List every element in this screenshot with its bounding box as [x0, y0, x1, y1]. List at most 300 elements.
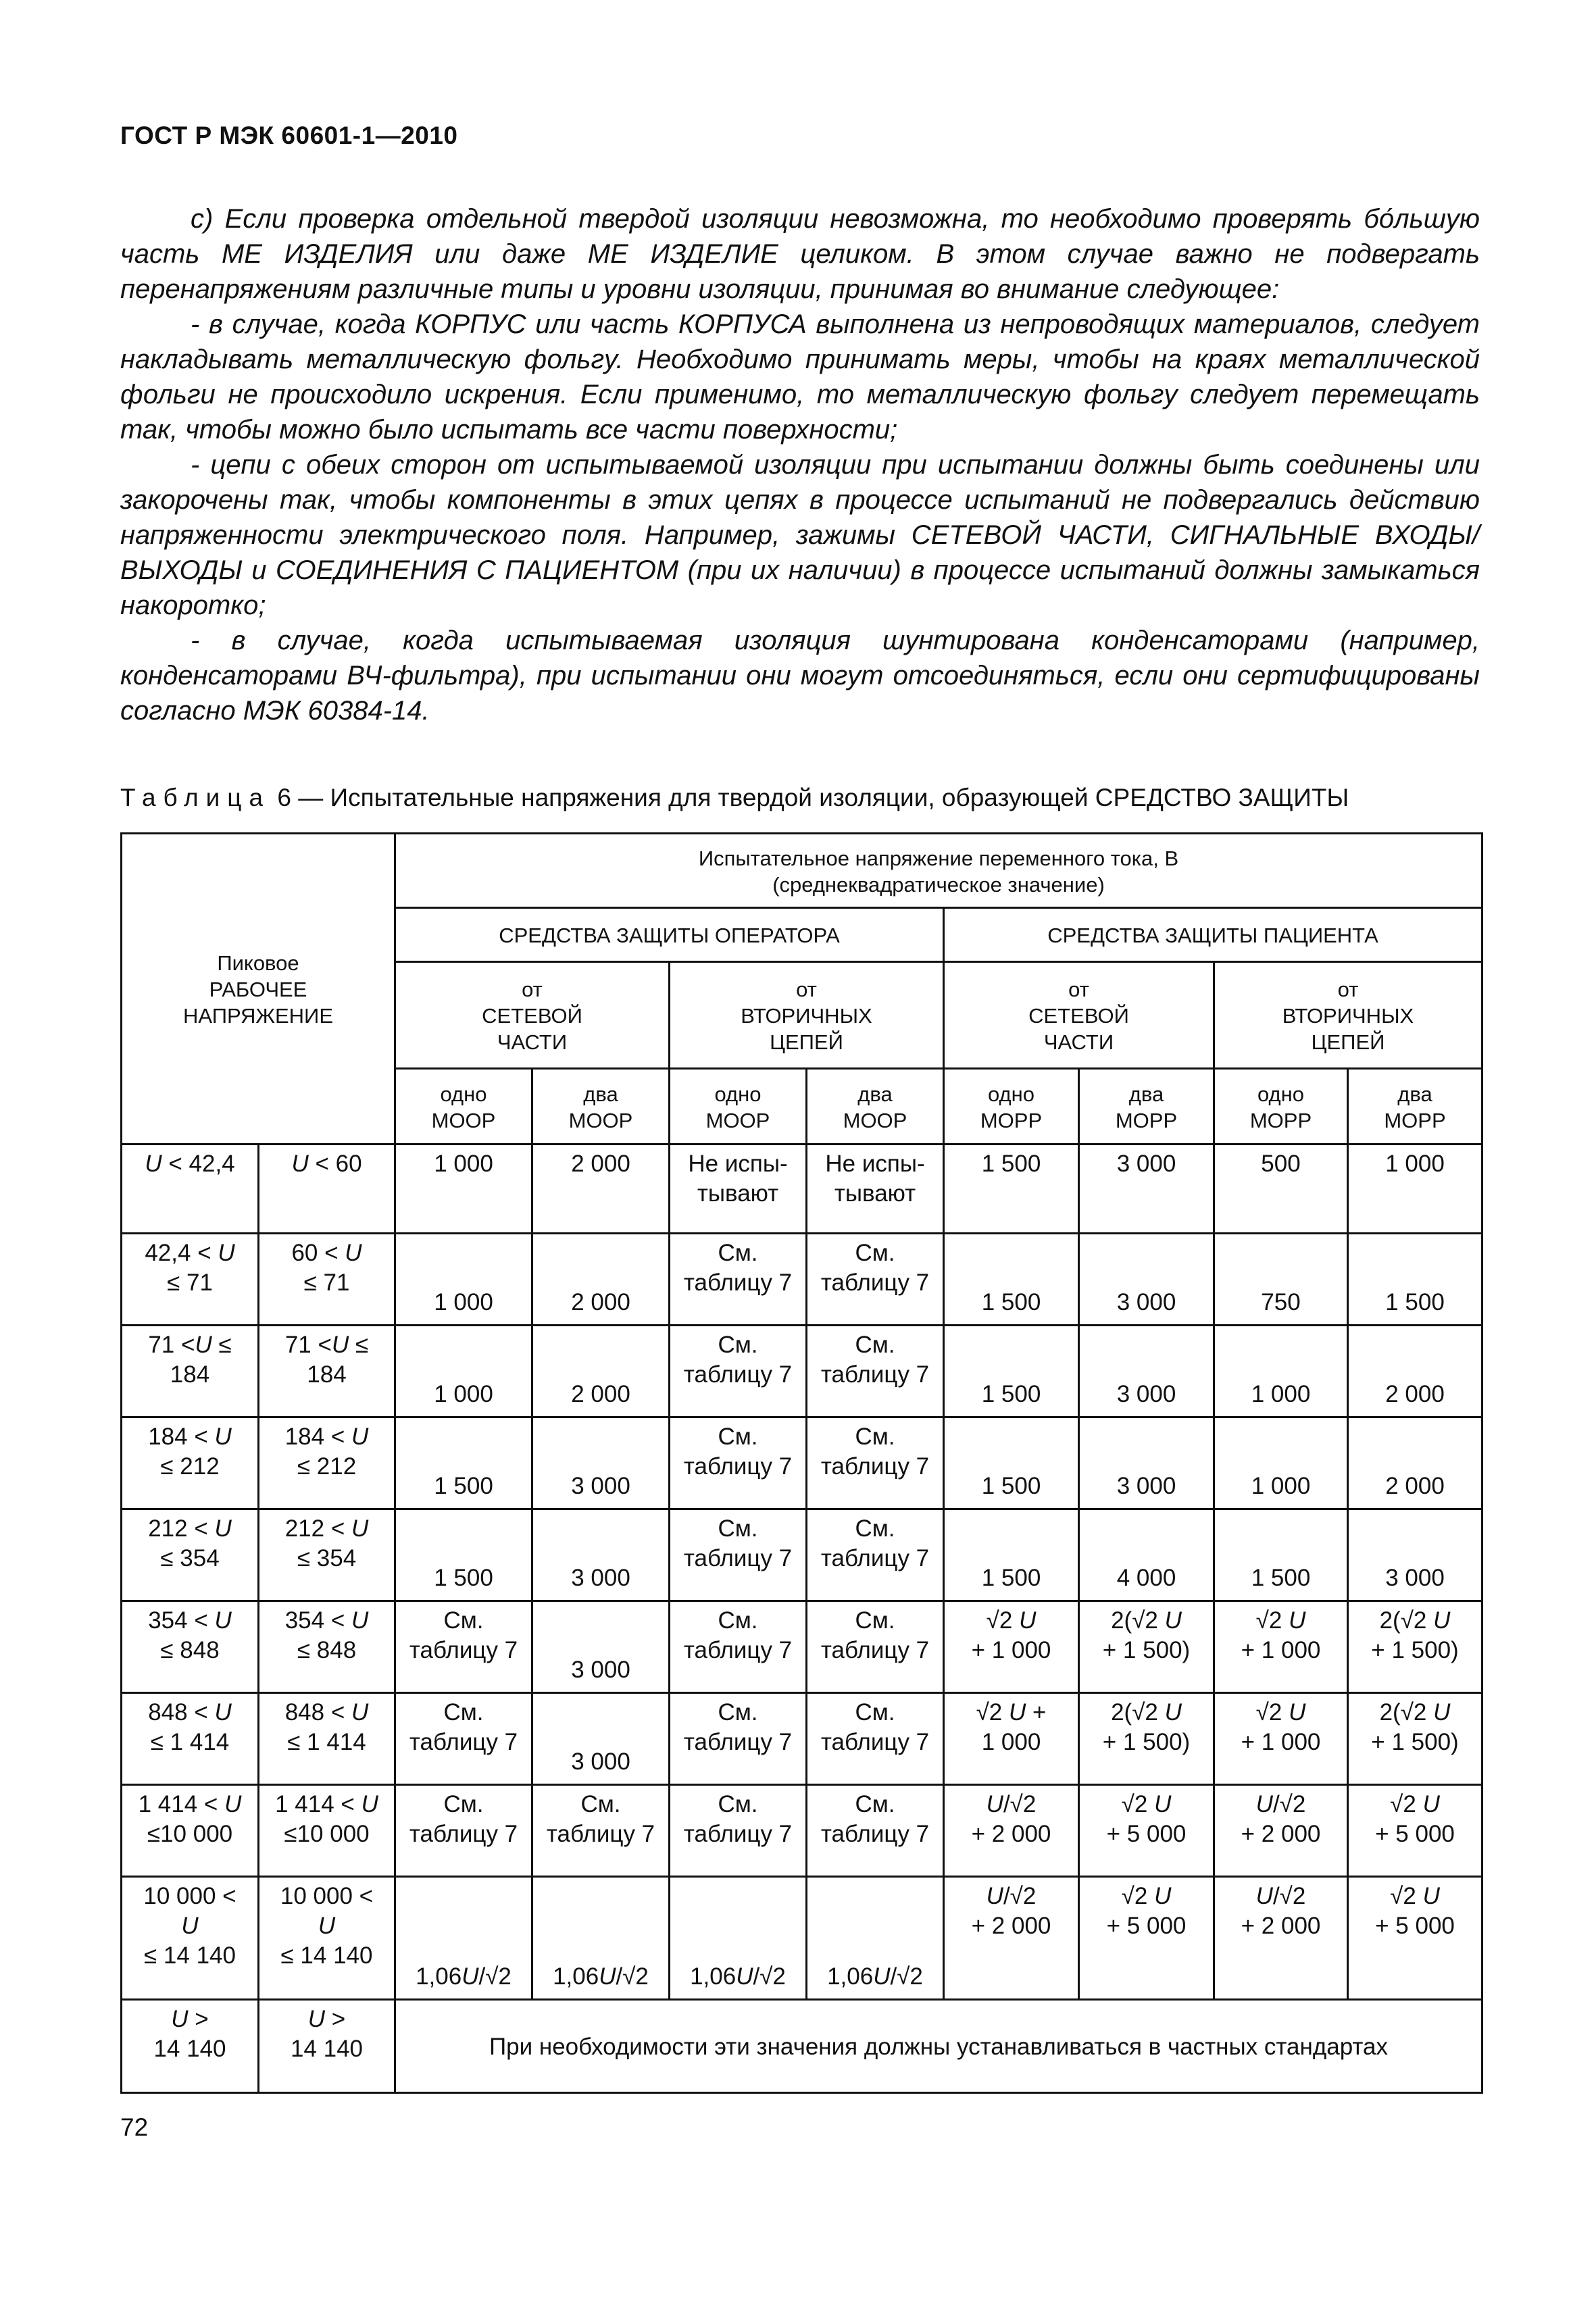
test-voltage-value-line: таблицу 7 [683, 1453, 793, 1480]
test-voltage-value [944, 1785, 1079, 1877]
test-voltage-value-line: тывают [697, 1180, 779, 1207]
test-voltage-value-line: См. [580, 1791, 621, 1817]
peak-voltage-b-line: 10 000 < [280, 1883, 374, 1909]
test-voltage-value [807, 1326, 944, 1417]
test-voltage-value [395, 1693, 532, 1785]
test-voltage-value-line: + 1 000 [1241, 1729, 1321, 1755]
test-voltage-value-line: 1 500 [981, 1151, 1041, 1177]
test-voltage-value [1079, 1693, 1214, 1785]
peak-voltage-b-line: 848 < U [284, 1699, 369, 1726]
test-voltage-value-line: См. [855, 1515, 895, 1542]
test-voltage-value-line: См. [718, 1240, 758, 1266]
test-voltage-value-line: √2 U [1121, 1883, 1172, 1909]
test-voltage-value-line: таблицу 7 [683, 1269, 793, 1296]
peak-voltage-header-line: НАПРЯЖЕНИЕ [182, 1004, 334, 1028]
peak-voltage-a-line: 354 < U [148, 1607, 232, 1634]
test-voltage-value-line: 3 000 [571, 1473, 630, 1499]
peak-voltage-b [259, 1785, 395, 1877]
test-voltage-value-line: таблицу 7 [683, 1545, 793, 1571]
means-count-header [1079, 1069, 1214, 1145]
test-voltage-value [944, 1601, 1079, 1693]
test-voltage-value-line: 1 500 [1385, 1289, 1445, 1315]
test-voltage-value [1214, 1877, 1348, 2000]
test-voltage-value-line: Не испы- [825, 1151, 925, 1177]
peak-voltage-header [122, 834, 395, 1145]
peak-voltage-b [259, 1509, 395, 1601]
peak-voltage-a-line: 71 <U ≤ [148, 1332, 232, 1358]
peak-voltage-b [259, 1234, 395, 1326]
test-voltage-value [807, 1417, 944, 1509]
test-voltage-value-line: таблицу 7 [409, 1729, 518, 1755]
source-header-line: от [522, 978, 543, 1001]
peak-voltage-a-line: 10 000 < [143, 1883, 236, 1909]
test-voltage-value [670, 1326, 807, 1417]
paragraph-c: с) Если проверка отдельной твердой изоляции невозможна, то необходимо проверять бо́льшую часть МЕ ИЗДЕЛИЯ или даже МЕ ИЗДЕЛИЕ целиком. В этом случае важно не подвергать перенапряжениям различные типы и уровни изоляции, принимая во внимание следующее: [120, 204, 1480, 304]
source-header-line: СЕТЕВОЙ [482, 1004, 582, 1028]
test-voltage-value-line: 2(√2 U [1379, 1607, 1451, 1634]
test-voltage-value-line: + 1 500) [1102, 1637, 1191, 1663]
test-voltage-value-line: 1 500 [1251, 1565, 1311, 1591]
test-voltage-value [1079, 1509, 1214, 1601]
peak-voltage-a-line: 212 < U [148, 1515, 232, 1542]
test-voltage-value [1079, 1234, 1214, 1326]
test-voltage-value-line: 2 000 [571, 1151, 630, 1177]
test-voltage-value-line: U/√2 [1255, 1791, 1306, 1817]
source-header-line: от [1337, 978, 1359, 1001]
test-voltage-value [395, 1326, 532, 1417]
test-voltage-value [944, 1145, 1079, 1234]
test-voltage-value [807, 1145, 944, 1234]
test-voltage-value [944, 1877, 1079, 2000]
body-text [120, 201, 1480, 728]
test-voltage-value-line: U/√2 [986, 1883, 1037, 1909]
peak-voltage-a [122, 1417, 259, 1509]
test-voltage-value-line: 1,06U/√2 [827, 1963, 923, 1990]
test-voltage-header [395, 834, 1482, 908]
test-voltage-value-line: 1 500 [434, 1473, 493, 1499]
peak-voltage-b [259, 1326, 395, 1417]
test-voltage-value [1079, 1145, 1214, 1234]
peak-voltage-b [259, 1145, 395, 1234]
test-voltage-value [532, 1509, 670, 1601]
test-voltage-value [1079, 1417, 1214, 1509]
source-header-line: от [796, 978, 817, 1001]
peak-voltage-a [122, 1145, 259, 1234]
peak-voltage-a-line: 184 < U [148, 1424, 232, 1450]
test-voltage-value-line: 2(√2 U [1379, 1699, 1451, 1726]
peak-voltage-b-line: 184 < U [284, 1424, 369, 1450]
test-voltage-value-line: См. [718, 1607, 758, 1634]
peak-voltage-a-line: U [181, 1913, 199, 1939]
test-voltage-value [1214, 1785, 1348, 1877]
test-voltage-value-line: См. [855, 1607, 895, 1634]
means-count-header-line: два [1397, 1082, 1432, 1106]
test-voltage-value-line: 1 500 [981, 1381, 1041, 1407]
patient-means-header [944, 908, 1482, 962]
peak-voltage-b-line: 354 < U [284, 1607, 369, 1634]
test-voltage-value-line: таблицу 7 [409, 1821, 518, 1847]
test-voltage-value-line: таблицу 7 [683, 1729, 793, 1755]
test-voltage-value-line: 1 500 [981, 1289, 1041, 1315]
test-voltage-value-line: таблицу 7 [820, 1821, 930, 1847]
test-voltage-value-line: таблицу 7 [409, 1637, 518, 1663]
test-voltage-value-line: таблицу 7 [683, 1361, 793, 1388]
test-voltage-value-line: См. [855, 1424, 895, 1450]
test-voltage-value-line: См. [718, 1515, 758, 1542]
test-voltage-value-line: 4 000 [1116, 1565, 1176, 1591]
test-voltage-value-line: таблицу 7 [820, 1637, 930, 1663]
test-voltage-value-line: 500 [1261, 1151, 1301, 1177]
peak-voltage-a [122, 1877, 259, 2000]
test-voltage-value-line: См. [718, 1791, 758, 1817]
means-count-header-line: MOPP [1115, 1108, 1178, 1132]
test-voltage-value-line: √2 U [1390, 1883, 1440, 1909]
test-voltage-value [1348, 1877, 1482, 2000]
test-voltage-value [532, 1417, 670, 1509]
test-voltage-value-line: 3 000 [1116, 1381, 1176, 1407]
source-header [395, 962, 670, 1069]
peak-voltage-a [122, 1326, 259, 1417]
test-voltage-value [1214, 1601, 1348, 1693]
peak-voltage-a-line: 1 414 < U [138, 1791, 242, 1817]
source-header [944, 962, 1214, 1069]
test-voltage-value [1214, 1234, 1348, 1326]
table-caption-text: 6 — Испытательные напряжения для твердой изоляции, образующей СРЕДСТВО ЗАЩИТЫ [277, 784, 1349, 811]
peak-voltage-b-line: ≤ 14 140 [280, 1942, 373, 1969]
means-count-header [1348, 1069, 1482, 1145]
peak-voltage-a-line: 14 140 [153, 2036, 226, 2062]
test-voltage-value [1348, 1509, 1482, 1601]
means-count-header [532, 1069, 670, 1145]
test-voltage-value [670, 1509, 807, 1601]
test-voltage-value [1214, 1326, 1348, 1417]
test-voltage-value-line: √2 U [1390, 1791, 1440, 1817]
test-voltage-value-line: 1 000 [434, 1381, 493, 1407]
paragraph-circuits: - цепи с обеих сторон от испытываемой изоляции при испытании должны быть соединены или закорочены так, чтобы компоненты в этих цепях в процессе испытаний не подвергались действию напряженности электрического поля. Например, зажимы СЕТЕВОЙ ЧАСТИ, СИГНАЛЬНЫЕ ВХОДЫ/ВЫХОДЫ и СОЕДИНЕНИЯ С ПАЦИЕНТОМ (при их наличии) в процессе испытаний должны замыкаться накоротко; [120, 450, 1480, 620]
test-voltage-value [670, 1785, 807, 1877]
test-voltage-value-line: 2 000 [1385, 1473, 1445, 1499]
means-count-header-line: одно [440, 1082, 487, 1106]
test-voltage-value-line: + 5 000 [1375, 1821, 1455, 1847]
peak-voltage-a-line: U > [171, 2006, 209, 2032]
test-voltage-value [395, 1509, 532, 1601]
test-voltage-value [807, 1509, 944, 1601]
peak-voltage-a-line: ≤ 14 140 [144, 1942, 236, 1969]
means-count-header-line: MOPP [980, 1108, 1043, 1132]
test-voltage-value-line: 1 000 [1385, 1151, 1445, 1177]
document-header: ГОСТ Р МЭК 60601-1—2010 [120, 122, 458, 149]
means-count-header-line: MOOP [843, 1108, 907, 1132]
test-voltage-value [670, 1417, 807, 1509]
test-voltage-value-line: U/√2 [986, 1791, 1037, 1817]
test-voltage-value [532, 1877, 670, 2000]
test-voltage-value-line: √2 U [1255, 1607, 1306, 1634]
test-voltage-value [395, 1785, 532, 1877]
peak-voltage-b [259, 1601, 395, 1693]
test-voltage-value-line: См. [443, 1791, 484, 1817]
means-count-header-line: MOOP [431, 1108, 496, 1132]
test-voltage-value [532, 1693, 670, 1785]
test-voltage-value [1079, 1601, 1214, 1693]
peak-voltage-b-line: ≤10 000 [284, 1821, 370, 1847]
means-count-header-line: два [1128, 1082, 1164, 1106]
peak-voltage-b [259, 1877, 395, 2000]
test-voltage-value-line: + 1 500) [1371, 1637, 1459, 1663]
peak-voltage-b-line: 1 414 < U [275, 1791, 378, 1817]
test-voltage-table [120, 832, 1483, 2094]
test-voltage-value-line: таблицу 7 [820, 1453, 930, 1480]
operator-means-header [395, 908, 944, 962]
test-voltage-value-line: См. [855, 1791, 895, 1817]
test-voltage-value [1214, 1693, 1348, 1785]
test-voltage-value [1348, 1601, 1482, 1693]
test-voltage-value-line: 2 000 [1385, 1381, 1445, 1407]
peak-voltage-a-line: ≤ 848 [160, 1637, 220, 1663]
peak-voltage-a-line: ≤ 1 414 [150, 1729, 230, 1755]
test-voltage-value [1214, 1145, 1348, 1234]
test-voltage-value-line: √2 U [1121, 1791, 1172, 1817]
test-voltage-value-line: 1 000 [981, 1729, 1041, 1755]
test-voltage-value-line: 750 [1261, 1289, 1301, 1315]
source-header-line: ЦЕПЕЙ [770, 1030, 843, 1054]
test-voltage-value-line: + 1 500) [1102, 1729, 1191, 1755]
means-count-header-line: два [857, 1082, 893, 1106]
test-voltage-value-line: См. [718, 1332, 758, 1358]
test-voltage-value [1348, 1145, 1482, 1234]
peak-voltage-a-line: 184 [170, 1361, 210, 1388]
test-voltage-value [807, 1234, 944, 1326]
test-voltage-value-line: таблицу 7 [546, 1821, 655, 1847]
test-voltage-value-line: √2 U [1255, 1699, 1306, 1726]
peak-voltage-a-line: ≤ 71 [167, 1269, 213, 1296]
test-voltage-value [1348, 1417, 1482, 1509]
peak-voltage-b-line: U [318, 1913, 336, 1939]
test-voltage-value [1079, 1877, 1214, 2000]
means-count-header [670, 1069, 807, 1145]
test-voltage-value-line: 1,06U/√2 [416, 1963, 512, 1990]
peak-voltage-b-line: U > [307, 2006, 346, 2032]
peak-voltage-header-line: Пиковое [217, 951, 299, 975]
test-voltage-value [944, 1509, 1079, 1601]
source-header-line: ЧАСТИ [497, 1030, 568, 1054]
test-voltage-value-line: + 1 500) [1371, 1729, 1459, 1755]
test-voltage-value-line: См. [855, 1332, 895, 1358]
test-voltage-value [807, 1877, 944, 2000]
peak-voltage-a [122, 1601, 259, 1693]
peak-voltage-b-line: ≤ 848 [297, 1637, 357, 1663]
test-voltage-value [807, 1693, 944, 1785]
paragraph-foil: - в случае, когда КОРПУС или часть КОРПУСА выполнена из непроводящих материалов, следует накладывать металлическую фольгу. Необходимо принимать меры, чтобы на краях металлической фольги не происходило искрения. Если применимо, то металлическую фольгу следует перемещать так, чтобы можно было испытать все части поверхности; [120, 309, 1480, 445]
test-voltage-value-line: 1,06U/√2 [690, 1963, 786, 1990]
test-voltage-value [395, 1234, 532, 1326]
test-voltage-value-line: 1 500 [981, 1473, 1041, 1499]
test-voltage-value-line: Не испы- [688, 1151, 788, 1177]
test-voltage-value [1348, 1693, 1482, 1785]
test-voltage-value-line: + 5 000 [1106, 1913, 1187, 1939]
means-count-header-line: MOOP [568, 1108, 633, 1132]
peak-voltage-a-line: ≤ 212 [160, 1453, 220, 1480]
source-header-line: ВТОРИЧНЫХ [1282, 1004, 1414, 1028]
test-voltage-value-line: 2 000 [571, 1381, 630, 1407]
source-header-line: СЕТЕВОЙ [1028, 1004, 1129, 1028]
peak-voltage-a-line: ≤10 000 [147, 1821, 233, 1847]
test-voltage-value [395, 1417, 532, 1509]
test-voltage-value-line: √2 U + [976, 1699, 1047, 1726]
peak-voltage-b-line: ≤ 1 414 [287, 1729, 366, 1755]
test-voltage-value-line: 3 000 [571, 1749, 630, 1775]
operator-means-header-line: СРЕДСТВА ЗАЩИТЫ ОПЕРАТОРА [499, 924, 840, 947]
peak-voltage-a [122, 1234, 259, 1326]
means-count-header [944, 1069, 1079, 1145]
peak-voltage-a [122, 1693, 259, 1785]
test-voltage-value-line: + 2 000 [971, 1913, 1051, 1939]
peak-voltage-b-line: 60 < U [291, 1240, 362, 1266]
private-standards-note [395, 2000, 1482, 2093]
peak-voltage-a [122, 1509, 259, 1601]
source-header [670, 962, 944, 1069]
test-voltage-value-line: + 5 000 [1375, 1913, 1455, 1939]
test-voltage-value [944, 1693, 1079, 1785]
test-voltage-value-line: См. [443, 1607, 484, 1634]
test-voltage-value-line: + 2 000 [1241, 1913, 1321, 1939]
test-voltage-value [532, 1601, 670, 1693]
peak-voltage-a-line: 42,4 < U [145, 1240, 235, 1266]
peak-voltage-a-line: ≤ 354 [160, 1545, 220, 1571]
test-voltage-value-line: 1 000 [434, 1289, 493, 1315]
test-voltage-value-line: 1 500 [434, 1565, 493, 1591]
test-voltage-value-line: См. [855, 1240, 895, 1266]
peak-voltage-a [122, 2000, 259, 2093]
test-voltage-value-line: 1,06U/√2 [553, 1963, 649, 1990]
peak-voltage-b [259, 2000, 395, 2093]
test-voltage-value-line: таблицу 7 [683, 1821, 793, 1847]
test-voltage-value-line: 1 000 [1251, 1381, 1311, 1407]
test-voltage-value-line: + 2 000 [971, 1821, 1051, 1847]
means-count-header-line: MOPP [1249, 1108, 1312, 1132]
peak-voltage-a-line: 848 < U [148, 1699, 232, 1726]
means-count-header [395, 1069, 532, 1145]
source-header-line: ЧАСТИ [1043, 1030, 1114, 1054]
test-voltage-value [395, 1145, 532, 1234]
test-voltage-value-line: 3 000 [571, 1565, 630, 1591]
means-count-header-line: одно [1257, 1082, 1304, 1106]
test-voltage-value [670, 1234, 807, 1326]
test-voltage-value [670, 1601, 807, 1693]
test-voltage-value [944, 1326, 1079, 1417]
private-standards-note-line: При необходимости эти значения должны устанавливаться в частных стандартах [489, 2033, 1389, 2060]
test-voltage-value-line: 1 000 [1251, 1473, 1311, 1499]
test-voltage-value [1079, 1785, 1214, 1877]
test-voltage-value [670, 1877, 807, 2000]
peak-voltage-b-line: 212 < U [284, 1515, 369, 1542]
test-voltage-value [944, 1417, 1079, 1509]
patient-means-header-line: СРЕДСТВА ЗАЩИТЫ ПАЦИЕНТА [1047, 924, 1378, 947]
test-voltage-header-line: Испытательное напряжение переменного тока, В [698, 846, 1179, 870]
means-count-header-line: два [583, 1082, 618, 1106]
test-voltage-value-line: + 5 000 [1106, 1821, 1187, 1847]
source-header-line: ЦЕПЕЙ [1311, 1030, 1385, 1054]
test-voltage-value-line: 1 500 [981, 1565, 1041, 1591]
means-count-header [1214, 1069, 1348, 1145]
peak-voltage-b-line: 71 <U ≤ [284, 1332, 369, 1358]
test-voltage-value-line: таблицу 7 [683, 1637, 793, 1663]
peak-voltage-header-line: РАБОЧЕЕ [209, 978, 307, 1001]
test-voltage-value [944, 1234, 1079, 1326]
test-voltage-value [670, 1145, 807, 1234]
page-number: 72 [120, 2113, 149, 2141]
test-voltage-value [532, 1234, 670, 1326]
peak-voltage-b-line: ≤ 354 [297, 1545, 357, 1571]
test-voltage-header-line: (среднеквадратическое значение) [772, 872, 1105, 897]
peak-voltage-b-line: U < 60 [291, 1151, 362, 1177]
peak-voltage-b [259, 1693, 395, 1785]
peak-voltage-b-line: ≤ 212 [297, 1453, 357, 1480]
peak-voltage-b [259, 1417, 395, 1509]
means-count-header-line: одно [987, 1082, 1034, 1106]
test-voltage-value [670, 1693, 807, 1785]
test-voltage-value [1214, 1417, 1348, 1509]
test-voltage-value [807, 1601, 944, 1693]
means-count-header [807, 1069, 944, 1145]
test-voltage-value-line: 1 000 [434, 1151, 493, 1177]
test-voltage-value-line: 3 000 [1385, 1565, 1445, 1591]
paragraph-capacitors: - в случае, когда испытываемая изоляция шунтирована конденсаторами (например, конденсаторами ВЧ-фильтра), при испытании они могут отсоединяться, если они сертифицированы согласно МЭК 60384-14. [120, 626, 1480, 726]
peak-voltage-a [122, 1785, 259, 1877]
means-count-header-line: одно [714, 1082, 762, 1106]
test-voltage-value-line: 3 000 [571, 1657, 630, 1683]
test-voltage-value-line: 3 000 [1116, 1473, 1176, 1499]
test-voltage-value-line: U/√2 [1255, 1883, 1306, 1909]
table-caption-word: Таблица [120, 784, 271, 811]
test-voltage-value [1348, 1234, 1482, 1326]
table-caption [120, 784, 1349, 812]
test-voltage-value [1348, 1326, 1482, 1417]
test-voltage-value [532, 1326, 670, 1417]
means-count-header-line: MOPP [1384, 1108, 1446, 1132]
test-voltage-value-line: таблицу 7 [820, 1361, 930, 1388]
test-voltage-value-line: + 1 000 [971, 1637, 1051, 1663]
source-header-line: ВТОРИЧНЫХ [741, 1004, 872, 1028]
test-voltage-value-line: 3 000 [1116, 1289, 1176, 1315]
test-voltage-value-line: таблицу 7 [820, 1545, 930, 1571]
test-voltage-value-line: См. [443, 1699, 484, 1726]
peak-voltage-b-line: ≤ 71 [303, 1269, 350, 1296]
peak-voltage-a-line: U < 42,4 [145, 1151, 235, 1177]
test-voltage-value [532, 1145, 670, 1234]
means-count-header-line: MOOP [705, 1108, 770, 1132]
test-voltage-value-line: См. [718, 1699, 758, 1726]
test-voltage-value [532, 1785, 670, 1877]
test-voltage-value-line: 3 000 [1116, 1151, 1176, 1177]
test-voltage-value [395, 1601, 532, 1693]
test-voltage-value-line: √2 U [986, 1607, 1037, 1634]
test-voltage-value-line: таблицу 7 [820, 1729, 930, 1755]
test-voltage-value [1214, 1509, 1348, 1601]
test-voltage-value-line: См. [855, 1699, 895, 1726]
test-voltage-value [395, 1877, 532, 2000]
test-voltage-value-line: 2(√2 U [1111, 1607, 1182, 1634]
source-header-line: от [1068, 978, 1089, 1001]
test-voltage-value [807, 1785, 944, 1877]
test-voltage-value [1079, 1326, 1214, 1417]
test-voltage-value-line: 2(√2 U [1111, 1699, 1182, 1726]
test-voltage-value-line: + 1 000 [1241, 1637, 1321, 1663]
peak-voltage-b-line: 184 [307, 1361, 347, 1388]
source-header [1214, 962, 1482, 1069]
test-voltage-value-line: таблицу 7 [820, 1269, 930, 1296]
test-voltage-value-line: тывают [834, 1180, 916, 1207]
test-voltage-value-line: См. [718, 1424, 758, 1450]
